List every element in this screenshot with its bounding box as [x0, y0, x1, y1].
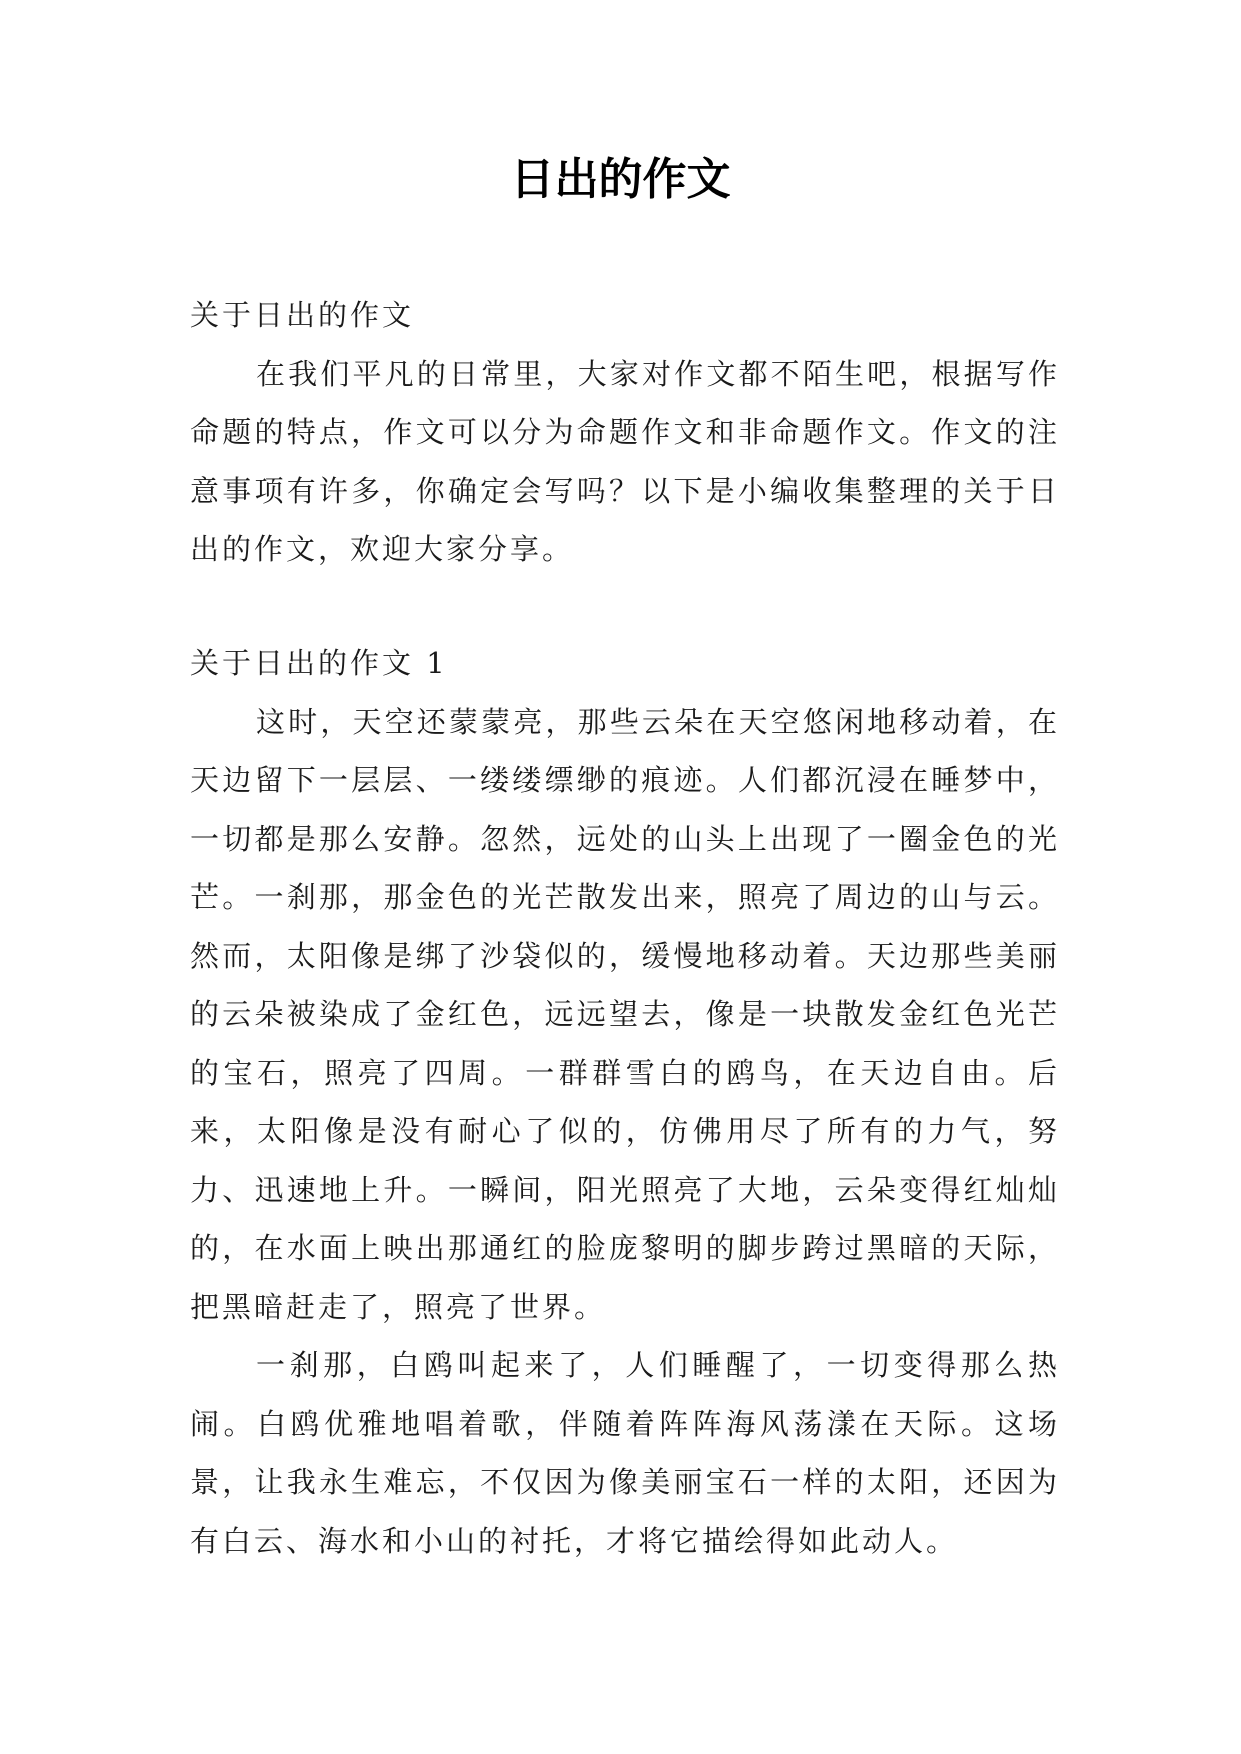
- intro-section: [190, 286, 1060, 579]
- page-title: 日出的作文: [510, 154, 731, 205]
- essay-paragraph-1: 这时，天空还蒙蒙亮，那些云朵在天空悠闲地移动着，在天边留下一层层、一缕缕缥缈的痕迹。人们都沉浸在睡梦中，一切都是那么安静。忽然，远处的山头上出现了一圈金色的光芒。一刹那，那金色的光芒散发出来，照亮了周边的山与云。然而，太阳像是绑了沙袋似的，缓慢地移动着。天边那些美丽的云朵被染成了金红色，远远望去，像是一块散发金红色光芒的宝石，照亮了四周。一群群雪白的鸥鸟，在天边自由。后来，太阳像是没有耐心了似的，仿佛用尽了所有的力气，努力、迅速地上升。一瞬间，阳光照亮了大地，云朵变得红灿灿的，在水面上映出那通红的脸庞黎明的脚步跨过黑暗的天际，把黑暗赶走了，照亮了世界。: [190, 704, 1060, 1324]
- essay-section: [190, 634, 1060, 1570]
- essay-paragraph-2: 一刹那，白鸥叫起来了，人们睡醒了，一切变得那么热闹。白鸥优雅地唱着歌，伴随着阵阵海风荡漾在天际。这场景，让我永生难忘，不仅因为像美丽宝石一样的太阳，还因为有白云、海水和小山的衬托，才将它描绘得如此动人。: [190, 1348, 1060, 1558]
- essay-heading: 关于日出的作文 1: [190, 646, 448, 680]
- intro-paragraph: 在我们平凡的日常里，大家对作文都不陌生吧，根据写作命题的特点，作文可以分为命题作文和非命题作文。作文的注意事项有许多，你确定会写吗？以下是小编收集整理的关于日出的作文，欢迎大家分享。: [190, 356, 1060, 566]
- intro-heading: 关于日出的作文: [190, 298, 415, 332]
